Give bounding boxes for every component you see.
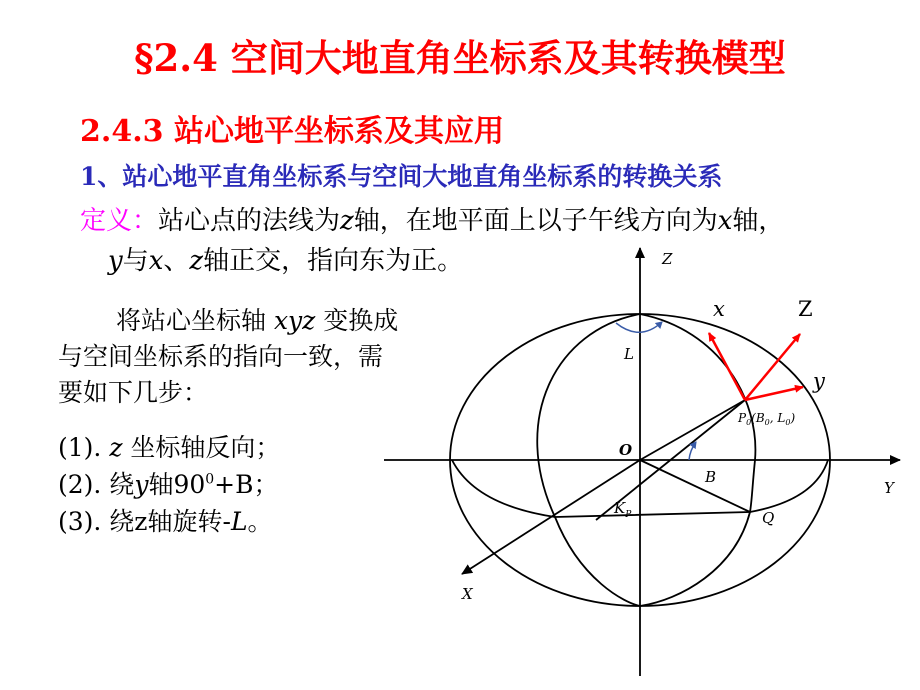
origin-label: O: [619, 441, 633, 459]
x-axis-label: X: [462, 585, 473, 603]
step-superscript: 0: [205, 471, 215, 488]
p0-label: $P_0(B_0$, $L_0$): [738, 411, 796, 427]
y-axis-label: Y: [884, 479, 894, 497]
step-text: 轴90: [148, 470, 206, 499]
step-var: L: [230, 507, 248, 536]
q-label: Q: [762, 509, 775, 527]
definition-var-y: y: [108, 246, 123, 276]
page-title: §2.4 空间大地直角坐标系及其转换模型: [134, 36, 786, 80]
line-to-q: [640, 460, 750, 512]
step-var: y: [134, 470, 149, 499]
local-x-label: x: [713, 297, 725, 321]
step-number: (3). 绕z轴旋转-: [58, 507, 231, 536]
angle-l-label: L: [624, 345, 634, 363]
subsection-heading: 1、站心地平直角坐标系与空间大地直角坐标系的转换关系: [80, 162, 723, 191]
x-axis-line: [462, 460, 640, 574]
section-heading: 2.4.3 站心地平坐标系及其应用: [80, 114, 504, 149]
step-number: (1).: [58, 433, 110, 462]
definition-var-z: z: [189, 246, 204, 276]
definition-var-x: x: [148, 246, 164, 276]
step-text: 坐标轴反向；: [122, 433, 281, 462]
step-text: +B；: [214, 470, 279, 499]
local-y-label: y: [813, 369, 825, 393]
definition-var-x: x: [717, 206, 733, 236]
definition-text: 轴正交，指向东为正。: [203, 246, 464, 276]
paragraph-text: 将站心坐标轴: [116, 306, 274, 335]
paragraph-var-xyz: xyz: [273, 306, 316, 335]
local-x-axis: [709, 333, 745, 400]
local-z-label: Z: [798, 297, 813, 321]
definition-text: 轴，: [732, 206, 785, 236]
definition-label: 定义：: [80, 206, 159, 236]
step-var: z: [109, 433, 123, 462]
definition-text: 与: [122, 246, 149, 276]
kp-label: $K_P$: [614, 499, 632, 520]
paragraph-text: 变换成与空间坐标系的指向一致，需要如下几步：: [58, 306, 399, 407]
step-text: 。: [247, 507, 273, 536]
definition-text: 轴，在地平面上以子午线方向为: [353, 206, 718, 236]
step-number: (2). 绕: [58, 470, 135, 499]
definition-var-z: z: [340, 206, 354, 236]
definition-text: 、: [163, 246, 190, 276]
z-axis-label: Z: [662, 250, 673, 268]
radius-line: [640, 400, 745, 460]
angle-b-label: B: [705, 468, 717, 486]
angle-l-arc: [616, 322, 662, 332]
definition-text: 站心点的法线为: [158, 206, 341, 236]
